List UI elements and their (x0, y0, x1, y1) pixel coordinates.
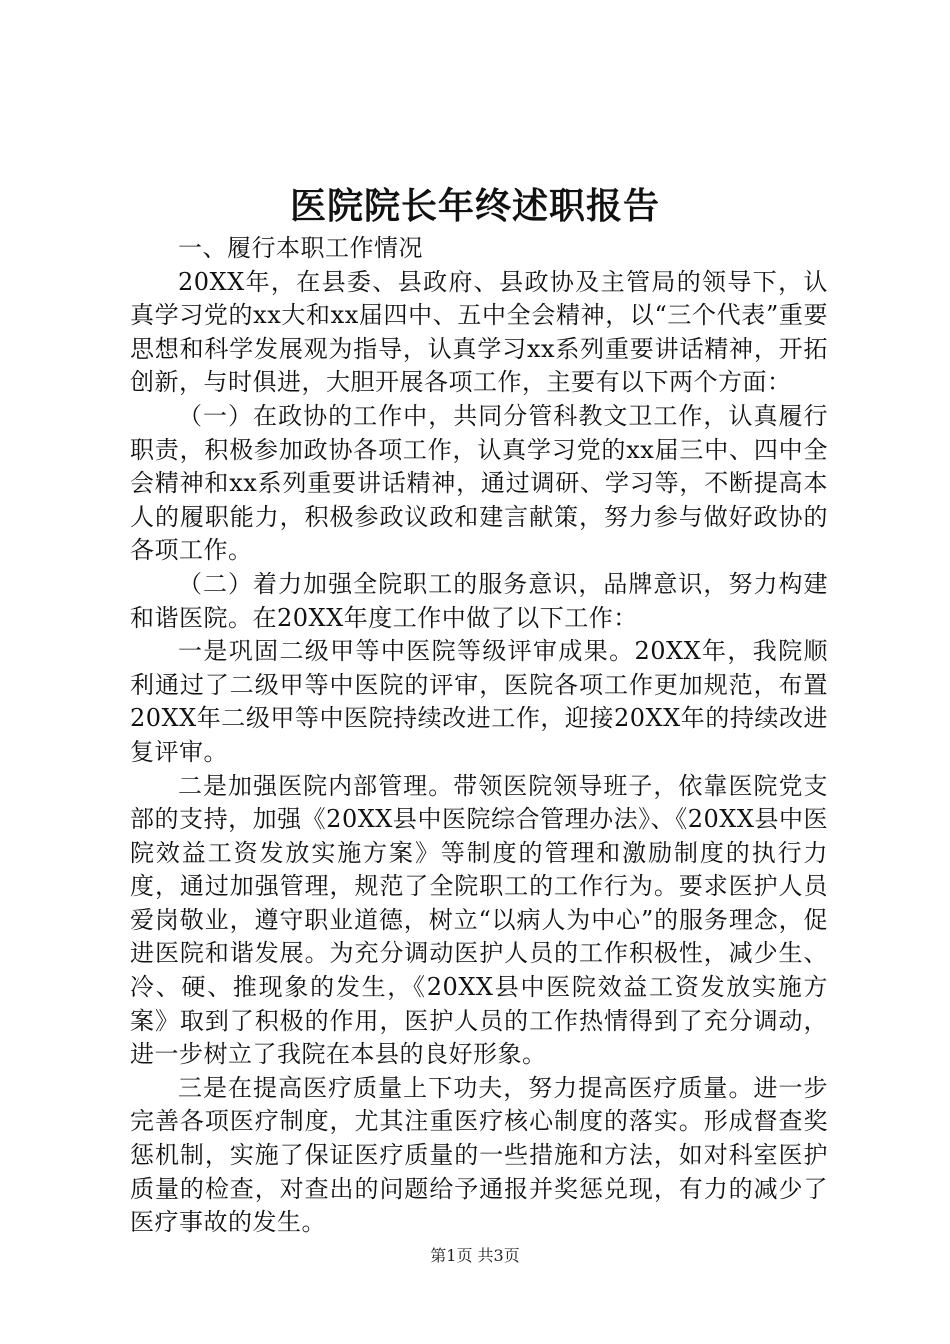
paragraph: （二）着力加强全院职工的服务意识，品牌意识，努力构建和谐医院。在20XX年度工作中做了以下工作： (130, 569, 828, 632)
document-title: 医院院长年终述职报告 (289, 186, 660, 227)
paragraph: 一是巩固二级甲等中医院等级评审成果。20XX年，我院顺利通过了二级甲等中医院的评审，医院各项工作更加规范，布置20XX年二级甲等中医院持续改进工作，迎接20XX年的持续改进复评审。 (130, 637, 828, 766)
document-body (130, 232, 828, 1240)
section-heading: 一、履行本职工作情况 (178, 234, 423, 262)
paragraph: 三是在提高医疗质量上下功夫，努力提高医疗质量。进一步完善各项医疗制度，尤其注重医疗核心制度的落实。形成督查奖惩机制，实施了保证医疗质量的一些措施和方法，如对科室医护质量的检查，对查出的问题给予通报并奖惩兑现，有力的减少了医疗事故的发生。 (130, 1073, 828, 1237)
paragraph: （一）在政协的工作中，共同分管科教文卫工作，认真履行职责，积极参加政协各项工作，认真学习党的xx届三中、四中全会精神和xx系列重要讲话精神，通过调研、学习等，不断提高本人的履职能力，积极参政议政和建言献策，努力参与做好政协的各项工作。 (130, 401, 828, 565)
paragraph: 二是加强医院内部管理。带领医院领导班子，依靠医院党支部的支持，加强《20XX县中医院综合管理办法》、《20XX县中医院效益工资发放实施方案》等制度的管理和激励制度的执行力度，通过加强管理，规范了全院职工的工作行为。要求医护人员爱岗敬业，遵守职业道德，树立“以病人为中心”的服务理念，促进医院和谐发展。为充分调动医护人员的工作积极性，减少生、冷、硬、推现象的发生，《20XX县中医院效益工资发放实施方案》取到了积极的作用，医护人员的工作热情得到了充分调动，进一步树立了我院在本县的良好形象。 (130, 771, 828, 1069)
page-number-footer: 第1页 共3页 (430, 1246, 520, 1265)
paragraph: 20XX年，在县委、县政府、县政协及主管局的领导下，认真学习党的xx大和xx届四中、五中全会精神，以“三个代表”重要思想和科学发展观为指导，认真学习xx系列重要讲话精神，开拓创新，与时俱进，大胆开展各项工作，主要有以下两个方面： (130, 267, 828, 397)
